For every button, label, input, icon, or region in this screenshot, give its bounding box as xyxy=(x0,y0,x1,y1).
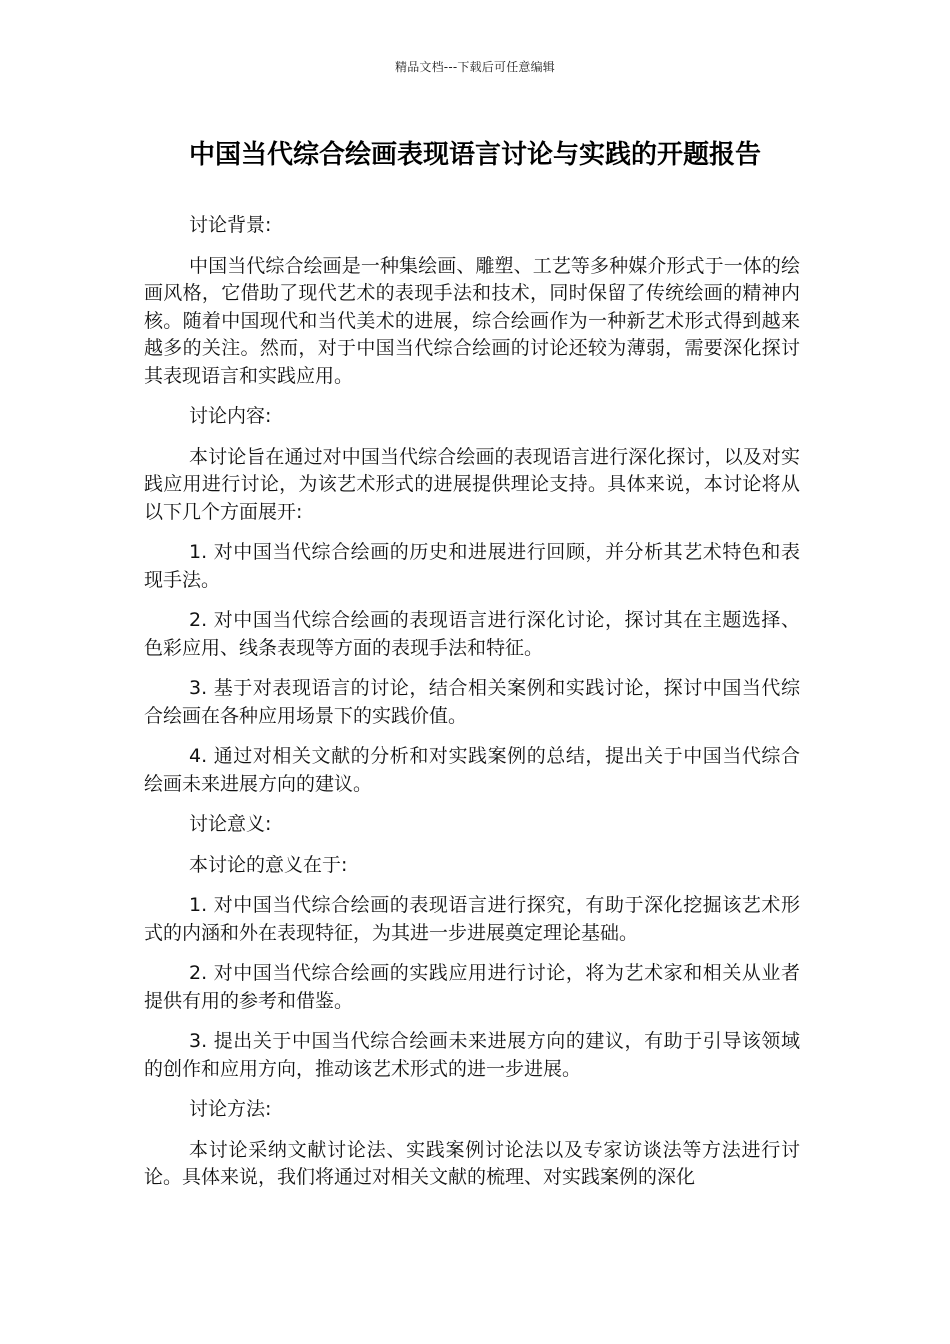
section-heading-background: 讨论背景: xyxy=(189,214,272,236)
list-item-significance-1: 1. 对中国当代综合绘画的表现语言进行探究，有助于深化挖掘该艺术形式的内涵和外在表现特征，为其进一步进展奠定理论基础。 xyxy=(144,894,800,944)
document-body xyxy=(144,212,800,1205)
list-item-significance-3: 3. 提出关于中国当代综合绘画未来进展方向的建议，有助于引导该领域的创作和应用方向，推动该艺术形式的进一步进展。 xyxy=(144,1030,800,1080)
paragraph-method: 本讨论采纳文献讨论法、实践案例讨论法以及专家访谈法等方法进行讨论。具体来说，我们将通过对相关文献的梳理、对实践案例的深化 xyxy=(144,1138,800,1188)
list-item-content-1: 1. 对中国当代综合绘画的历史和进展进行回顾，并分析其艺术特色和表现手法。 xyxy=(144,541,800,591)
document-title: 中国当代综合绘画表现语言讨论与实践的开题报告 xyxy=(188,140,761,170)
paragraph-background: 中国当代综合绘画是一种集绘画、雕塑、工艺等多种媒介形式于一体的绘画风格，它借助了现代艺术的表现手法和技术，同时保留了传统绘画的精神内核。随着中国现代和当代美术的进展，综合绘画作为一种新艺术形式得到越来越多的关注。然而，对于中国当代综合绘画的讨论还较为薄弱，需要深化探讨其表现语言和实践应用。 xyxy=(144,254,800,387)
paragraph-significance-intro: 本讨论的意义在于: xyxy=(189,853,348,876)
section-heading-significance: 讨论意义: xyxy=(189,813,272,835)
section-heading-method: 讨论方法: xyxy=(189,1098,272,1120)
list-item-content-2: 2. 对中国当代综合绘画的表现语言进行深化讨论，探讨其在主题选择、色彩应用、线条表现等方面的表现手法和特征。 xyxy=(144,609,800,659)
list-item-content-3: 3. 基于对表现语言的讨论，结合相关案例和实践讨论，探讨中国当代综合绘画在各种应用场景下的实践价值。 xyxy=(144,677,800,727)
header-note: 精品文档---下载后可任意编辑 xyxy=(395,60,555,74)
list-item-content-4: 4. 通过对相关文献的分析和对实践案例的总结，提出关于中国当代综合绘画未来进展方向的建议。 xyxy=(144,745,800,795)
section-heading-content: 讨论内容: xyxy=(189,405,272,427)
list-item-significance-2: 2. 对中国当代综合绘画的实践应用进行讨论，将为艺术家和相关从业者提供有用的参考和借鉴。 xyxy=(144,962,800,1012)
paragraph-content-intro: 本讨论旨在通过对中国当代综合绘画的表现语言进行深化探讨，以及对实践应用进行讨论，为该艺术形式的进展提供理论支持。具体来说，本讨论将从以下几个方面展开: xyxy=(144,445,800,523)
